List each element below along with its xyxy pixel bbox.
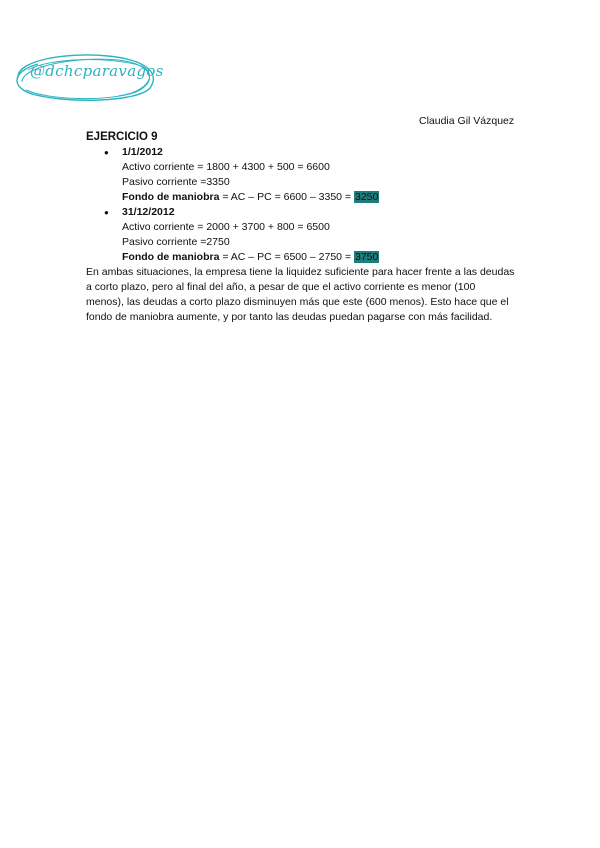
section-date: 1/1/2012 bbox=[122, 146, 163, 158]
conclusion-paragraph: En ambas situaciones, la empresa tiene la liquidez suficiente para hacer frente a las deudas a corto plazo, pero al final del año, a pesar de que el activo corriente es menor (100 menos), las deudas a corto plazo disminuyen más que este (600 menos). Esto hace que el fondo de maniobra aumente, y por tanto las deudas puedan pagarse con más facilidad. bbox=[86, 266, 515, 323]
author-name: Claudia Gil Vázquez bbox=[419, 115, 515, 127]
fondo-label: Fondo de maniobra bbox=[122, 191, 220, 203]
fondo-line bbox=[122, 190, 516, 205]
section-1 bbox=[86, 145, 516, 205]
document-body bbox=[86, 129, 516, 325]
watermark-logo bbox=[8, 48, 164, 104]
fondo-formula: = AC – PC = 6600 – 3350 = bbox=[219, 191, 354, 203]
pasivo-line: Pasivo corriente =2750 bbox=[122, 236, 230, 248]
fondo-result: 3750 bbox=[354, 251, 379, 263]
section-2 bbox=[86, 205, 516, 265]
pasivo-line: Pasivo corriente =3350 bbox=[122, 176, 230, 188]
bullet-dot-icon: ● bbox=[104, 148, 109, 157]
fondo-label: Fondo de maniobra bbox=[122, 251, 220, 263]
logo-text: @dchcparavagos bbox=[30, 62, 164, 80]
activo-line: Activo corriente = 1800 + 4300 + 500 = 6600 bbox=[122, 161, 330, 173]
fondo-formula: = AC – PC = 6500 – 2750 = bbox=[219, 251, 354, 263]
exercise-title: EJERCICIO 9 bbox=[86, 131, 158, 143]
activo-line: Activo corriente = 2000 + 3700 + 800 = 6500 bbox=[122, 221, 330, 233]
section-date: 31/12/2012 bbox=[122, 206, 175, 218]
fondo-line bbox=[122, 250, 516, 265]
fondo-result: 3250 bbox=[354, 191, 379, 203]
bullet-dot-icon: ● bbox=[104, 208, 109, 217]
